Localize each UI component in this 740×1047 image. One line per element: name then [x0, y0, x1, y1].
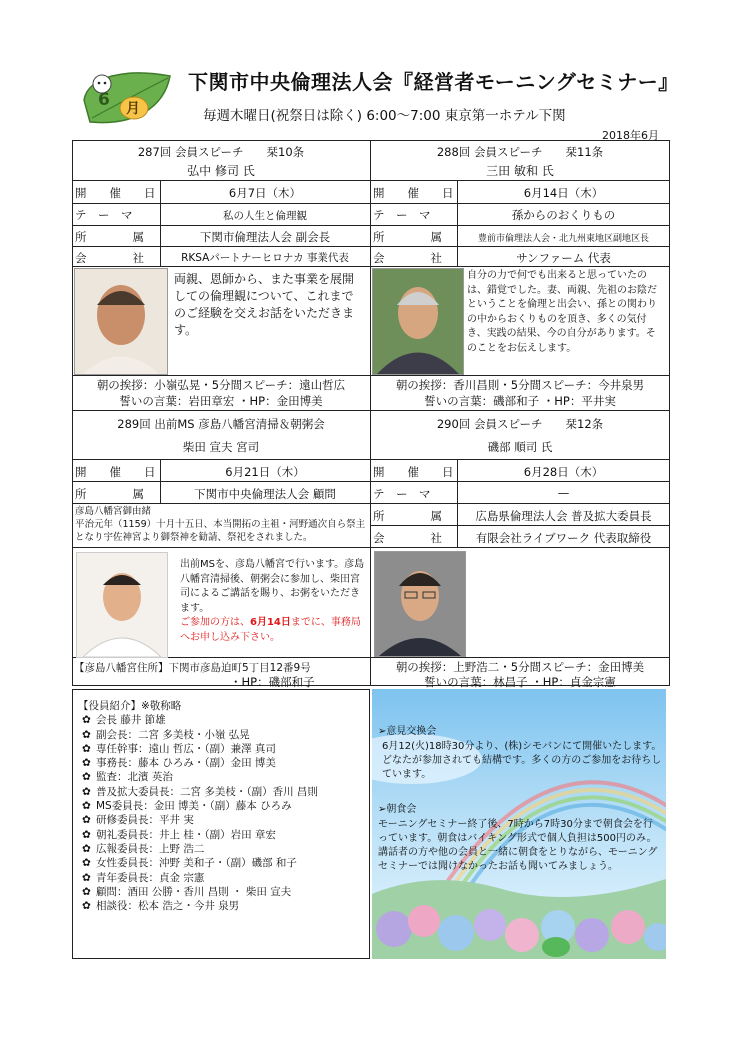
officer-item [78, 813, 318, 827]
frog-icon [542, 937, 570, 957]
s289-notice-post: までに、事務局へお申し込み下さい。 [180, 617, 361, 643]
breakfast-text: モーニングセミナー終了後、7時から7時30分まで朝食会を行っています。朝食はバイキング形式で個人負担は500円のみ。講話者の方や他の会員と一緒に朝食をとりながら、モーニングセミナーでは聞けなかったお話も聞いてみましょう。 [378, 819, 658, 872]
flower-icon: ✿ [82, 814, 91, 827]
officer-item [78, 885, 318, 899]
officer-text: 会長 藤井 節雄 [96, 714, 166, 727]
row-line [370, 503, 670, 504]
s288-heading: 288回 会員スピーチ 栞11条 [436, 145, 604, 159]
flower-icon: ✿ [82, 857, 91, 870]
s287-company: RKSAパートナーヒロナカ 事業代表 [181, 252, 349, 264]
flower-icon: ✿ [82, 828, 91, 841]
flower-icon: ✿ [82, 728, 91, 741]
s289-address: 【彦島八幡宮住所】下関市彦島迫町5丁目12番9号 [74, 662, 311, 674]
logo-month: 6 [98, 90, 110, 110]
s288-affiliation-label: 所 属 [373, 230, 442, 244]
s289-notice-pre: ご参加の方は、 [180, 617, 250, 628]
officer-text: 青年委員長：貞金 宗憲 [96, 871, 205, 884]
officer-item [78, 728, 318, 742]
officer-text: 広報委員長：上野 浩二 [96, 842, 205, 855]
officer-item [78, 856, 318, 870]
meeting-text: 6月12(火)18時30分より、(株)シモバンにて開催いたします。どなたが参加されても結構です。多くの方のご参加をお待ちしています。 [382, 741, 662, 780]
flower-icon: ✿ [82, 800, 91, 813]
officer-text: 副会長：二宮 多美枝・小嶺 弘晃 [96, 728, 250, 741]
s287-theme-label: テ ー マ [75, 208, 133, 222]
issue-date: 2018年6月 [602, 129, 659, 142]
s289-blurb: 出前MSを、彦島八幡宮で行います。彦島八幡宮清掃後、朝粥会に参加し、柴田宮司によるご講話を賜り、お粥をいただきます。 [180, 559, 365, 614]
s288-blurb: 自分の力で何でも出来ると思っていたのは、錯覚でした。妻、両親、先祖のお陰だということを倫理と出会い、孫との関わりの中からおくりものを頂き、多くの気付き、実践の結果、今の自分があります。そのことをお伝えします。 [467, 270, 657, 354]
s288-date: 6月14日（木） [523, 186, 604, 200]
row-line [370, 657, 670, 658]
officer-item [78, 742, 318, 756]
s289-notice [180, 616, 365, 645]
row-line [72, 481, 670, 482]
s289-speaker: 柴田 宣夫 宮司 [182, 440, 260, 454]
s290-affiliation: 広島県倫理法人会 普及拡大委員長 [475, 509, 652, 523]
s288-line1: 朝の挨拶：香川昌則・5分間スピーチ：今井泉男 [395, 378, 645, 392]
row-line [72, 203, 670, 204]
s290-theme: — [557, 486, 570, 500]
leaf-logo [78, 68, 176, 130]
s287-company-label: 会 社 [75, 251, 144, 265]
flower-icon: ✿ [82, 714, 91, 727]
s289-date-label: 開 催 日 [75, 465, 156, 479]
officers-list [78, 699, 318, 913]
s288-line2: 誓いの言葉：磯部和子 ・HP：平井実 [424, 394, 616, 408]
s287-date: 6月7日（木） [228, 186, 302, 200]
row-line [72, 375, 670, 376]
s287-speaker-photo [74, 268, 168, 375]
events-panel [372, 689, 666, 959]
officer-item [78, 770, 318, 784]
flower-icon: ✿ [82, 785, 91, 798]
s288-affiliation: 豊前市倫理法人会・北九州東地区副地区長 [477, 234, 649, 244]
s288-theme-label: テ ー マ [373, 208, 431, 222]
s287-affiliation: 下関市倫理法人会 副会長 [199, 230, 331, 244]
grid-divider [72, 410, 670, 411]
officer-text: 事務長：藤本 ひろみ・（副）金田 博美 [96, 757, 276, 770]
officer-text: 顧問：酒田 公勝・香川 昌則 ・ 柴田 宣夫 [96, 885, 292, 898]
s290-line2: 誓いの言葉：林昌子 ・HP：貞金宗憲 [424, 675, 616, 689]
s290-speaker-photo [374, 551, 466, 657]
s288-company: サンファーム 代表 [516, 251, 611, 265]
s289-priest-photo [76, 552, 168, 658]
s289-notice-date: 6月14日 [250, 617, 291, 628]
officer-item [78, 899, 318, 913]
page-subtitle: 毎週木曜日(祝祭日は除く) 6:00～7:00 東京第一ホテル下関 [203, 108, 566, 124]
s290-affiliation-label: 所 属 [373, 509, 442, 523]
s290-company-label: 会 社 [373, 531, 442, 545]
row-line [72, 225, 670, 226]
officer-text: 専任幹事：遠山 哲広・（副）兼澤 真司 [96, 742, 276, 755]
flower-icon: ✿ [82, 885, 91, 898]
s290-theme-label: テ ー マ [373, 487, 431, 501]
s290-speaker: 磯部 順司 氏 [487, 440, 553, 454]
officer-item [78, 756, 318, 770]
officer-item [78, 828, 318, 842]
row-line [72, 180, 670, 181]
s288-speaker: 三田 敏和 氏 [486, 164, 554, 178]
flower-icon: ✿ [82, 842, 91, 855]
flower-icon: ✿ [82, 771, 91, 784]
officer-text: 普及拡大委員長：二宮 多美枝・（副）香川 昌則 [96, 785, 318, 798]
logo-kanji: 月 [126, 101, 140, 117]
officer-text: 研修委員長：平井 実 [96, 814, 194, 827]
row-line [370, 525, 670, 526]
officer-item [78, 713, 318, 727]
row-line [72, 246, 670, 247]
meeting-title: ➢意見交換会 [378, 726, 437, 737]
s288-company-label: 会 社 [373, 251, 442, 265]
flower-icon: ✿ [82, 871, 91, 884]
flower-icon: ✿ [82, 757, 91, 770]
officers-heading: 【役員紹介】※敬称略 [78, 700, 182, 712]
officer-item [78, 871, 318, 885]
flower-icon: ✿ [82, 900, 91, 913]
s288-date-label: 開 催 日 [373, 186, 454, 200]
page-title: 下関市中央倫理法人会『経営者モーニングセミナー』 [188, 70, 679, 94]
row-line [370, 547, 670, 548]
s289-history: 平治元年（1159）十月十五日、本当開拓の主祖・河野通次自ら祭主となり宇佐神宮より御祭神を勧請、祭祀をされました。 [75, 519, 366, 543]
officer-item [78, 785, 318, 799]
s290-date-label: 開 催 日 [373, 465, 454, 479]
s287-speaker: 弘中 修司 氏 [187, 164, 255, 178]
flower-icon: ✿ [82, 742, 91, 755]
s290-company: 有限会社ライブワーク 代表取締役 [475, 531, 652, 545]
s289-date: 6月21日（木） [225, 465, 305, 479]
s288-speaker-photo [372, 268, 464, 375]
s289-affiliation-label: 所 属 [75, 487, 144, 501]
s288-theme: 孫からのおくりもの [511, 208, 616, 222]
row-line [72, 503, 370, 504]
s289-line2: ・HP：磯部和子 [230, 675, 315, 689]
s290-line1: 朝の挨拶：上野浩二・5分間スピーチ：金田博美 [395, 660, 645, 674]
officer-text: 相談役：松本 浩之・今井 泉男 [96, 900, 240, 913]
s287-line2: 誓いの言葉：岩田章宏 ・HP：金田博美 [119, 394, 323, 408]
s287-date-label: 開 催 日 [75, 186, 156, 200]
row-line [72, 266, 670, 267]
s287-theme: 私の人生と倫理観 [223, 210, 307, 222]
s290-date: 6月28日（木） [523, 465, 604, 479]
s287-blurb: 両親、恩師から、また事業を展開しての倫理観について、これまでのご経験を交えお話をいただきます。 [174, 272, 355, 337]
s287-line1: 朝の挨拶：小嶺弘晃・5分間スピーチ：遠山哲広 [96, 378, 346, 392]
officer-text: 女性委員長：沖野 美和子・（副）磯部 和子 [96, 857, 297, 870]
officer-text: MS委員長：金田 博美・（副）藤本 ひろみ [96, 800, 292, 813]
breakfast-title: ➢朝食会 [378, 804, 417, 815]
s290-heading: 290回 会員スピーチ 栞12条 [436, 417, 604, 431]
s289-affiliation: 下関市中央倫理法人会 顧問 [194, 487, 336, 501]
officer-text: 朝礼委員長：井上 桂・（副）岩田 章宏 [96, 828, 276, 841]
officer-item [78, 799, 318, 813]
row-line [72, 459, 670, 460]
s287-heading: 287回 会員スピーチ 栞10条 [137, 145, 305, 159]
row-line [72, 547, 370, 548]
s287-affiliation-label: 所 属 [75, 230, 144, 244]
s289-history-title: 彦島八幡宮御由緒 [75, 506, 152, 517]
officer-text: 監査：北濱 英治 [96, 771, 173, 784]
s289-heading: 289回 出前MS 彦島八幡宮清掃＆朝粥会 [117, 417, 325, 431]
officer-item [78, 842, 318, 856]
grid-divider [370, 140, 371, 686]
